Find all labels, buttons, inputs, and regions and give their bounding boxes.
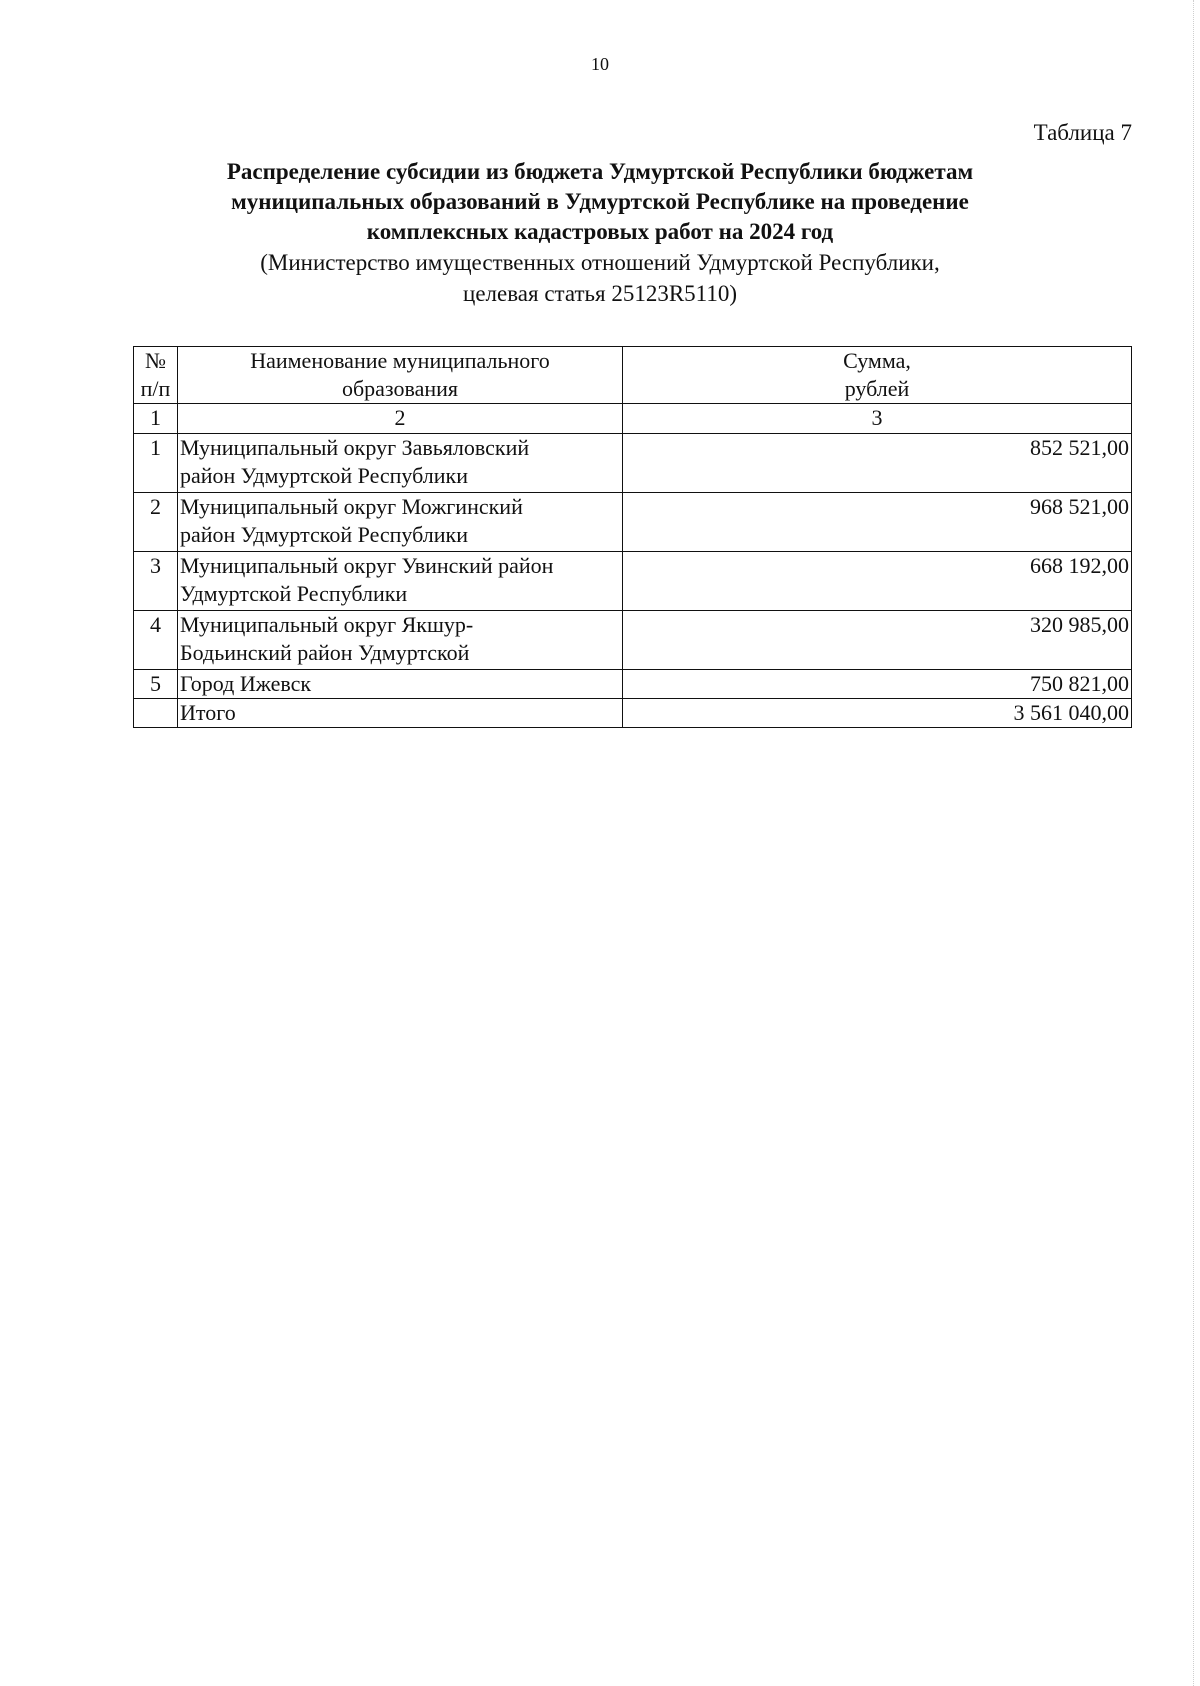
- row-number: 2: [134, 493, 178, 552]
- header-name: Наименование муниципального образования: [178, 347, 623, 404]
- row-number: 5: [134, 670, 178, 699]
- row-sum: 750 821,00: [623, 670, 1132, 699]
- header-sum: Сумма, рублей: [623, 347, 1132, 404]
- subtitle-line: целевая статья 25123R5110): [463, 281, 737, 306]
- page-number: 10: [591, 54, 609, 74]
- table-label: Таблица 7: [1033, 120, 1132, 145]
- column-index: 2: [178, 404, 623, 434]
- table-header-row: [134, 347, 1132, 404]
- row-name: Муниципальный округ Якшур- Бодьинский район Удмуртской: [178, 611, 623, 670]
- row-number: 3: [134, 552, 178, 611]
- row-name: Муниципальный округ Можгинский район Удмуртской Республики: [178, 493, 623, 552]
- table-row: [134, 552, 1132, 611]
- total-row: [134, 699, 1132, 728]
- row-name: Муниципальный округ Завьяловский район Удмуртской Республики: [178, 434, 623, 493]
- row-number: 4: [134, 611, 178, 670]
- row-name: Муниципальный округ Увинский район Удмуртской Республики: [178, 552, 623, 611]
- table-row: [134, 434, 1132, 493]
- total-number-cell: [134, 699, 178, 728]
- table-row: [134, 493, 1132, 552]
- row-sum: 668 192,00: [623, 552, 1132, 611]
- subsidy-table: [133, 346, 1132, 728]
- document-heading: [0, 157, 1200, 309]
- row-number: 1: [134, 434, 178, 493]
- total-sum: 3 561 040,00: [623, 699, 1132, 728]
- header-num: № п/п: [134, 347, 178, 404]
- table-row: [134, 611, 1132, 670]
- row-sum: 852 521,00: [623, 434, 1132, 493]
- total-label: Итого: [178, 699, 623, 728]
- title-line: муниципальных образований в Удмуртской Республике на проведение: [231, 189, 969, 214]
- title-line: Распределение субсидии из бюджета Удмуртской Республики бюджетам: [226, 159, 974, 184]
- subtitle-line: (Министерство имущественных отношений Удмуртской Республики,: [260, 250, 940, 275]
- table-row: [134, 670, 1132, 699]
- column-index-row: [134, 404, 1132, 434]
- row-sum: 320 985,00: [623, 611, 1132, 670]
- column-index: 1: [134, 404, 178, 434]
- title-line: комплексных кадастровых работ на 2024 год: [366, 219, 834, 244]
- row-sum: 968 521,00: [623, 493, 1132, 552]
- row-name: Город Ижевск: [178, 670, 623, 699]
- column-index: 3: [623, 404, 1132, 434]
